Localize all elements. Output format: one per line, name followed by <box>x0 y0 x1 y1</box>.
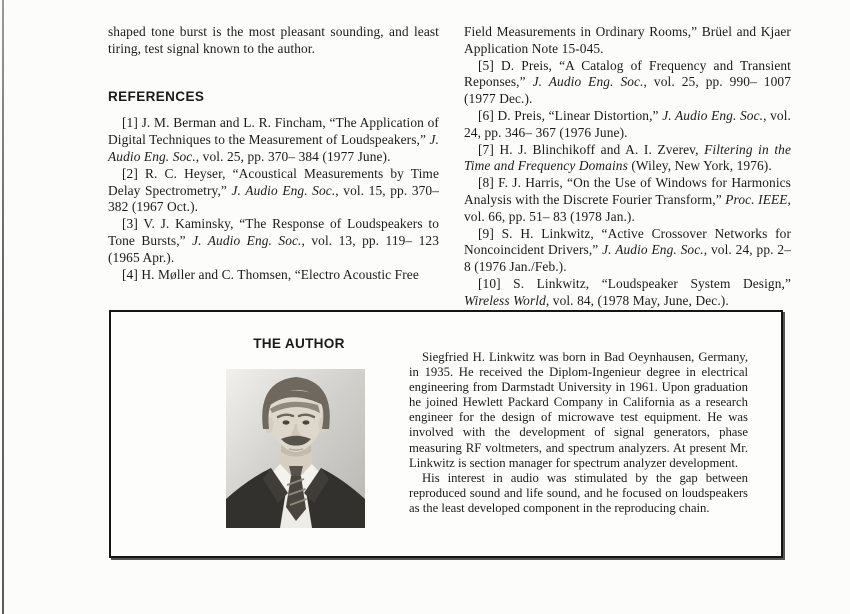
reference-item: [9] S. H. Linkwitz, “Active Crossover Networks for Noncoincident Drivers,” J. Audio Eng. Soc., vol. 24, pp. 2– 8 (1976 Jan./Feb.). <box>464 225 791 275</box>
author-box-heading: THE AUTHOR <box>253 336 345 351</box>
reference-item: [1] J. M. Berman and L. R. Fincham, “The Application of Digital Techniques to the Measurement of Loudspeakers,” J. Audio Eng. Soc., vol. 25, pp. 370– 384 (1977 June). <box>108 115 439 164</box>
references-list-left <box>108 115 439 283</box>
bio-paragraph: His interest in audio was stimulated by the gap between reproduced sound and life sound, and he focused on loudspeakers as the least developed component in the reproducing chain. <box>409 470 748 515</box>
references-heading: REFERENCES <box>108 88 205 104</box>
page-scan-edge <box>2 0 4 614</box>
reference-item: [3] V. J. Kaminsky, “The Response of Loudspeakers to Tone Bursts,” J. Audio Eng. Soc., vol. 13, pp. 119– 123 (1965 Apr.). <box>108 216 439 265</box>
reference-item: [4] H. Møller and C. Thomsen, “Electro Acoustic Free <box>122 266 419 282</box>
author-bio <box>409 350 748 516</box>
reference-item: [8] F. J. Harris, “On the Use of Windows for Harmonics Analysis with the Discrete Fourier Transform,” Proc. IEEE, vol. 66, pp. 51– 83 (1978 Jan.). <box>464 175 791 224</box>
reference-item: [2] R. C. Heyser, “Acoustical Measurements by Time Delay Spectrometry,” J. Audio Eng. Soc., vol. 15, pp. 370– 382 (1967 Oct.). <box>108 165 440 215</box>
reference-item: [10] S. Linkwitz, “Loudspeaker System Design,” Wireless World, vol. 84, (1978 May, June, Dec.). <box>464 275 791 308</box>
author-portrait-illustration <box>226 369 365 528</box>
left-text-column <box>108 24 439 283</box>
author-photo <box>226 369 365 528</box>
reference-item: [6] D. Preis, “Linear Distortion,” J. Audio Eng. Soc., vol. 24, pp. 346– 367 (1976 June). <box>464 107 791 140</box>
right-text-column <box>464 24 791 310</box>
reference-item: [5] D. Preis, “A Catalog of Frequency and Transient Reponses,” J. Audio Eng. Soc., vol. 25, pp. 990– 1007 (1977 Dec.). <box>464 57 791 107</box>
bio-paragraph: Siegfried H. Linkwitz was born in Bad Oeynhausen, Germany, in 1935. He received the Diplom-Ingenieur degree in electrical engineering from Darmstadt University in 1961. Upon graduation he joined Hewlett Packard Company in California as a research engineer for the design of microwave test equipment. He was involved with the development of signal generators, phase measuring RF voltmeters, and spectrum analyzers. At present Mr. Linkwitz is section manager for spectrum analyzer development. <box>409 350 748 470</box>
reference-item: [7] H. J. Blinchikoff and A. I. Zverev, Filtering in the Time and Frequency Domains (Wiley, New York, 1976). <box>464 141 791 174</box>
references-list-right <box>464 24 791 310</box>
author-box <box>109 310 783 558</box>
reference-item: Field Measurements in Ordinary Rooms,” Brüel and Kjaer Application Note 15-045. <box>464 24 791 56</box>
closing-paragraph: shaped tone burst is the most pleasant sounding, and least tiring, test signal known to the author. <box>108 24 439 56</box>
